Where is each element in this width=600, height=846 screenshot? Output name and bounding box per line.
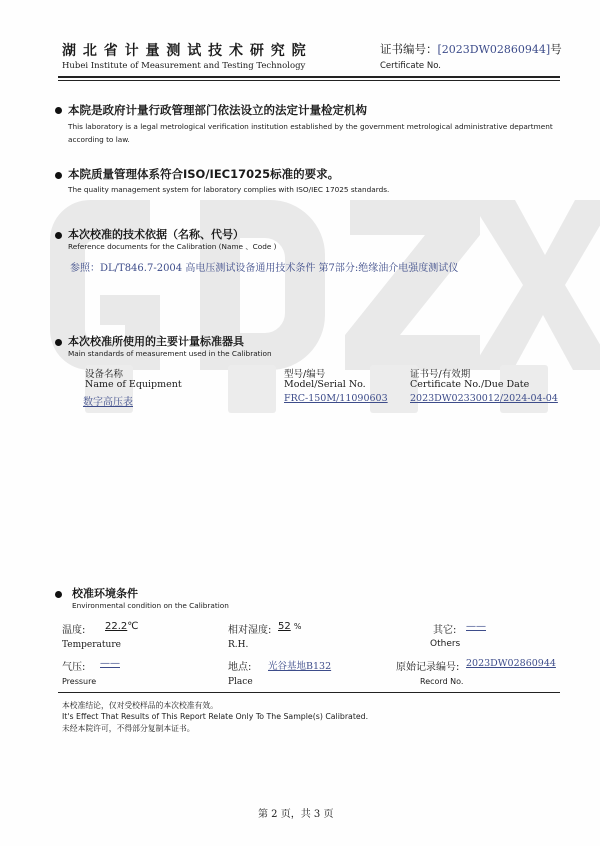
col-model-en: Model/Serial No. [284,379,366,390]
temperature-label-en: Temperature [62,640,121,650]
bullet-icon [55,232,62,239]
others-value: —— [466,621,486,632]
bullet-icon [55,339,62,346]
note-line-1: 本校准结论，仅对受校样品的本次校准有效。 [62,701,218,710]
col-equipment-cn: 设备名称 [85,369,124,380]
record-label-en: Record No. [420,677,464,686]
record-label-cn: 原始记录编号: [396,662,460,673]
bullet-icon [55,172,62,179]
statement-2-en: The quality management system for laboratory complies with ISO/IEC 17025 standards. [68,185,390,194]
header-rule-top [58,76,560,78]
col-cert-cn: 证书号/有效期 [410,369,471,380]
pressure-value: —— [100,658,120,669]
reference-title-en: Reference documents for the Calibration (Name 、Code ) [68,242,277,251]
place-label-en: Place [228,677,253,687]
note-line-3: 未经本院许可，不得部分复制本证书。 [62,724,195,733]
page-number: 第 2 页，共 3 页 [258,809,334,820]
record-number-value: 2023DW02860944 [466,658,556,669]
humidity-value: 52 % [278,621,302,632]
temperature-value: 22.2℃ [105,621,139,632]
standards-title-cn: 本次校准所使用的主要计量标准器具 [68,335,244,348]
institute-name-en: Hubei Institute of Measurement and Testing Technology [62,61,306,71]
humidity-label-en: R.H. [228,640,249,650]
bullet-icon [55,107,62,114]
equipment-name-cell: 数字高压表 [83,397,133,408]
equipment-cert-cell: 2023DW02330012/2024-04-04 [410,393,558,404]
statement-1-en-line2: according to law. [68,135,130,144]
cert-label-cn: 证书编号： [380,42,438,56]
pressure-label-cn: 气压: [62,662,86,673]
col-model-cn: 型号/编号 [284,369,326,380]
bullet-icon [55,591,62,598]
others-label-cn: 其它: [433,625,457,636]
cert-number-value: [2023DW02860944] [437,43,551,56]
equipment-model-cell: FRC-150M/11090603 [284,393,388,404]
reference-title-cn: 本次校准的技术依据（名称、代号） [68,228,244,241]
environment-title-cn: 校准环境条件 [72,587,138,600]
header-rule-bottom [58,80,560,81]
institute-name-cn: 湖 北 省 计 量 测 试 技 术 研 究 院 [62,43,307,59]
environment-title-en: Environmental condition on the Calibration [72,601,229,610]
col-equipment-en: Name of Equipment [85,379,182,390]
col-cert-en: Certificate No./Due Date [410,379,530,390]
cert-label-en: Certificate No. [380,61,441,71]
others-label-en: Others [430,639,461,649]
statement-1-en-line1: This laboratory is a legal metrological verification institution established by the government metrological administrative department [68,122,553,131]
temperature-label-cn: 温度: [62,625,86,636]
humidity-label-cn: 相对湿度: [228,625,272,636]
place-label-cn: 地点: [228,662,252,673]
environment-rule [58,692,560,693]
place-value: 光谷基地B132 [268,661,332,672]
standards-title-en: Main standards of measurement used in the Calibration [68,349,272,358]
certificate-number [380,41,562,57]
cert-suffix: 号 [550,42,562,56]
pressure-label-en: Pressure [62,677,97,686]
reference-document: 参照：DL/T846.7-2004 高电压测试设备通用技术条件 第7部分:绝缘油介电强度测试仪 [70,263,459,274]
statement-1-cn: 本院是政府计量行政管理部门依法设立的法定计量检定机构 [68,103,367,117]
statement-2-cn: 本院质量管理体系符合ISO/IEC17025标准的要求。 [68,167,340,181]
note-line-2: It's Effect That Results of This Report Relate Only To The Sample(s) Calibrated. [62,712,369,721]
